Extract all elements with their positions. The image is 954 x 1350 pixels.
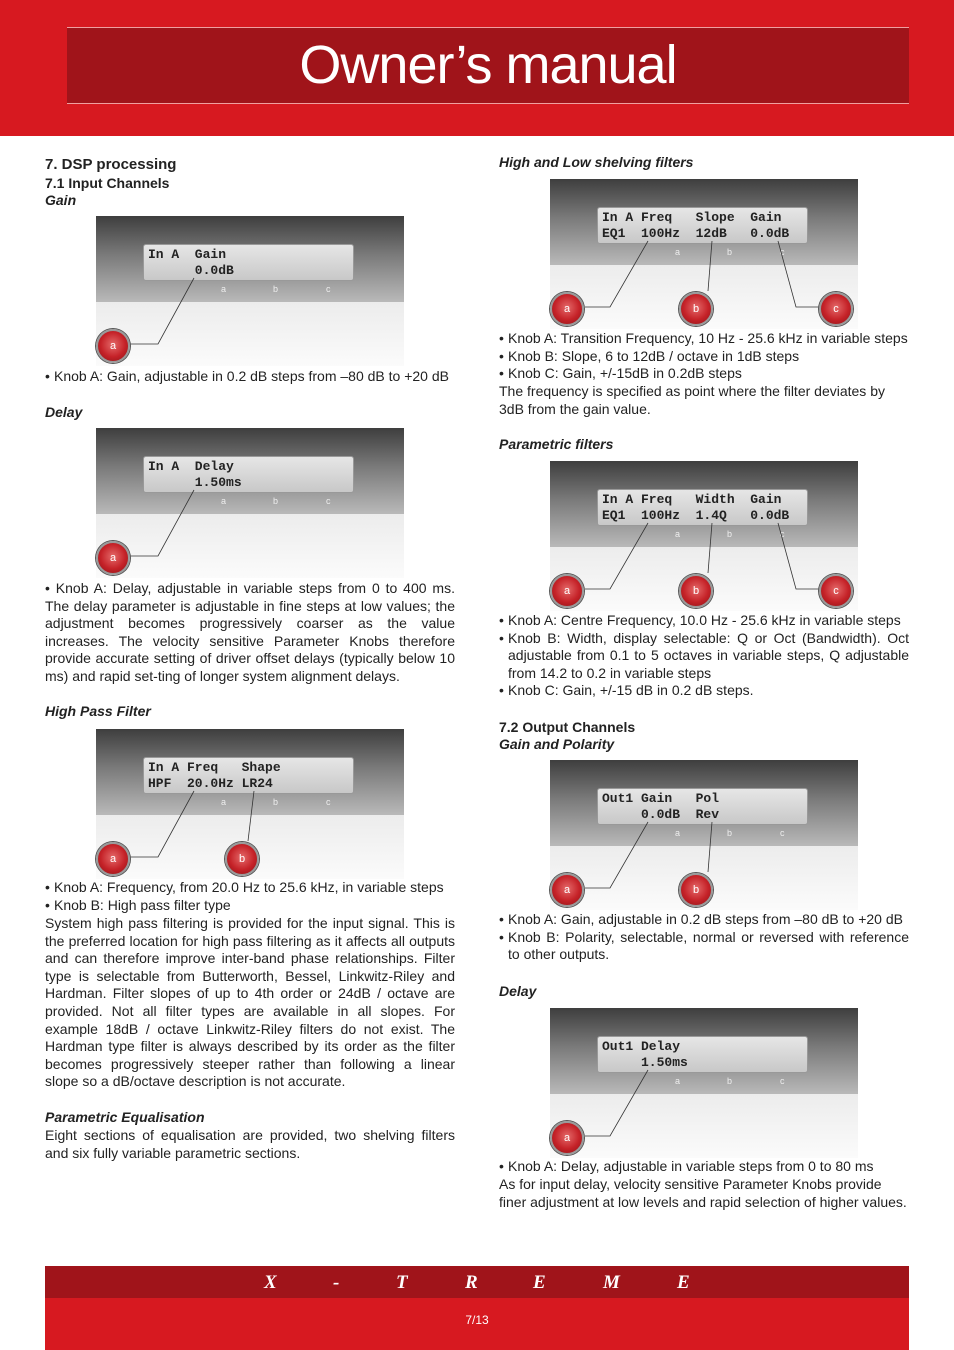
knob-a-icon: a bbox=[550, 1121, 584, 1155]
lcd-line-1: Out1 Gain Pol bbox=[602, 791, 720, 806]
knob-label-b: b bbox=[727, 529, 733, 539]
lcd-line-2: EQ1 100Hz 1.4Q 0.0dB bbox=[602, 508, 790, 523]
knob-label-c: c bbox=[326, 284, 331, 294]
list-item: • Knob A: Transition Frequency, 10 Hz - 25.6 kHz in variable steps bbox=[499, 330, 914, 348]
knob-a-icon: a bbox=[96, 329, 130, 363]
lcd-line-2: EQ1 100Hz 12dB 0.0dB bbox=[602, 226, 790, 241]
knob-label-a: a bbox=[675, 529, 681, 539]
lcd-line-1: In A Gain bbox=[148, 247, 227, 262]
lcd-figure-hpf bbox=[96, 729, 404, 879]
lcd-line-1: In A Delay bbox=[148, 459, 234, 474]
lcd-line-2: HPF 20.0Hz LR24 bbox=[148, 776, 273, 791]
knob-c-icon: c bbox=[819, 574, 853, 608]
out-delay-bullets bbox=[499, 1158, 914, 1176]
knob-a-icon: a bbox=[96, 541, 130, 575]
out-delay-heading: Delay bbox=[499, 983, 537, 999]
brand-letter: X bbox=[264, 1272, 277, 1293]
param-heading: Parametric filters bbox=[499, 436, 614, 452]
knob-label-c: c bbox=[780, 529, 785, 539]
param-bullets bbox=[499, 612, 909, 700]
lcd-line-2: 0.0dB Rev bbox=[602, 807, 720, 822]
knob-b-icon: b bbox=[679, 574, 713, 608]
brand-letter: R bbox=[465, 1272, 478, 1293]
knob-c-icon: c bbox=[819, 292, 853, 326]
knob-label-a: a bbox=[221, 284, 227, 294]
knob-label-b: b bbox=[273, 797, 279, 807]
knob-a-icon: a bbox=[550, 574, 584, 608]
list-item: • Knob B: Slope, 6 to 12dB / octave in 1dB steps bbox=[499, 348, 914, 366]
gain-heading: Gain bbox=[45, 192, 77, 208]
knob-a-icon: a bbox=[96, 842, 130, 876]
list-item: • Knob A: Gain, adjustable in 0.2 dB steps from –80 dB to +20 dB bbox=[45, 368, 465, 386]
callout-lines bbox=[550, 1008, 858, 1158]
lcd-figure-input-gain bbox=[96, 216, 404, 366]
lcd-line-2: 1.50ms bbox=[602, 1055, 688, 1070]
lcd-figure-output-delay bbox=[550, 1008, 858, 1158]
list-item: • Knob C: Gain, +/-15 dB in 0.2 dB steps. bbox=[499, 682, 909, 700]
shelf-bullets bbox=[499, 330, 914, 383]
lcd-line-1: In A Freq Slope Gain bbox=[602, 210, 782, 225]
page-title: Owner’s manual bbox=[299, 35, 677, 95]
delay-text: • Knob A: Delay, adjustable in variable steps from 0 to 400 ms. The delay parameter is adjustable in fine steps at low values; the adjustment becomes progressively coarser as the value increases. The velocity sensitive Parameter Knobs therefore provide accurate setting of driver offset delays (typically below 10 ms) and rapid set-ting of longer system alignment delays. bbox=[45, 580, 455, 684]
lcd-line-2: 0.0dB bbox=[148, 263, 234, 278]
hpf-heading: High Pass Filter bbox=[45, 703, 151, 719]
subsection-heading: 7.1 Input Channels bbox=[45, 175, 170, 191]
knob-b-icon: b bbox=[225, 842, 259, 876]
list-item: • Knob B: High pass filter type bbox=[45, 897, 465, 915]
knob-label-c: c bbox=[780, 1076, 785, 1086]
gain-bullets bbox=[45, 368, 465, 386]
out-gain-bullets bbox=[499, 911, 909, 964]
list-item: • Knob A: Frequency, from 20.0 Hz to 25.6 kHz, in variable steps bbox=[45, 879, 465, 897]
knob-a-icon: a bbox=[550, 292, 584, 326]
out-delay-text: As for input delay, velocity sensitive Parameter Knobs provide finer adjustment at low levels and rapid selection of higher values. bbox=[499, 1176, 907, 1210]
knob-label-b: b bbox=[727, 1076, 733, 1086]
list-item: • Knob A: Gain, adjustable in 0.2 dB steps from –80 dB to +20 dB bbox=[499, 911, 909, 929]
lcd-line-2: 1.50ms bbox=[148, 475, 242, 490]
brand-letter: E bbox=[533, 1272, 546, 1293]
knob-label-b: b bbox=[727, 828, 733, 838]
lcd-figure-shelf bbox=[550, 179, 858, 329]
hpf-text: System high pass filtering is provided for the input signal. This is the preferred location for high pass filtering as it affects all outputs and can therefore improve inter-band phase relationships. Filter type is selectable from Butterworth, Bessel, Linkwitz-Riley and Hardman. Filter slopes of up to 4th order or 24dB / octave are provided. Not all filter types are available in all slopes. For example 18dB / octave Linkwitz-Riley filters do not exist. The Hardman type filter is always described by its order as the filter becomes progressively steeper rather than following a linear slope so a dB/octave description is not accurate. bbox=[45, 915, 455, 1090]
callout-lines bbox=[96, 428, 404, 578]
knob-a-icon: a bbox=[550, 873, 584, 907]
list-item: • Knob A: Delay, adjustable in variable steps from 0 to 80 ms bbox=[499, 1158, 914, 1176]
knob-label-b: b bbox=[273, 284, 279, 294]
brand-letter: - bbox=[333, 1272, 340, 1293]
lcd-figure-output-gain bbox=[550, 760, 858, 910]
list-item: • Knob B: Polarity, selectable, normal or reversed with reference to other outputs. bbox=[499, 929, 909, 964]
brand-letter: E bbox=[677, 1272, 690, 1293]
title-box bbox=[67, 27, 909, 104]
list-item: • Knob B: Width, display selectable: Q or Oct (Bandwidth). Oct adjustable from 0.1 to 5 octaves in variable steps, Q adjustable from 14.2 to 0.2 in variable steps bbox=[499, 630, 909, 683]
section-heading: 7. DSP processing bbox=[45, 156, 177, 173]
output-subsection-heading: 7.2 Output Channels bbox=[499, 719, 636, 735]
peq-heading: Parametric Equalisation bbox=[45, 1109, 205, 1125]
knob-label-a: a bbox=[675, 1076, 681, 1086]
out-gain-heading: Gain and Polarity bbox=[499, 736, 615, 752]
knob-label-a: a bbox=[221, 797, 227, 807]
hpf-bullets bbox=[45, 879, 465, 914]
knob-label-a: a bbox=[675, 247, 681, 257]
knob-b-icon: b bbox=[679, 873, 713, 907]
delay-heading: Delay bbox=[45, 404, 83, 420]
knob-label-c: c bbox=[780, 247, 785, 257]
list-item: • Knob C: Gain, +/-15dB in 0.2dB steps bbox=[499, 365, 914, 383]
knob-label-b: b bbox=[727, 247, 733, 257]
page-number: 7/13 bbox=[465, 1313, 489, 1327]
lcd-line-1: In A Freq Shape bbox=[148, 760, 281, 775]
knob-label-c: c bbox=[326, 797, 331, 807]
shelf-heading: High and Low shelving filters bbox=[499, 154, 694, 170]
peq-text: Eight sections of equalisation are provided, two shelving filters and six fully variable parametric sections. bbox=[45, 1127, 455, 1161]
knob-b-icon: b bbox=[679, 292, 713, 326]
knob-label-a: a bbox=[221, 496, 227, 506]
knob-label-c: c bbox=[780, 828, 785, 838]
callout-lines bbox=[96, 216, 404, 366]
brand-letter: T bbox=[396, 1272, 408, 1293]
lcd-line-1: In A Freq Width Gain bbox=[602, 492, 782, 507]
lcd-figure-input-delay bbox=[96, 428, 404, 578]
knob-label-b: b bbox=[273, 496, 279, 506]
shelf-text: The frequency is specified as point where the filter deviates by 3dB from the gain value. bbox=[499, 383, 885, 417]
knob-label-a: a bbox=[675, 828, 681, 838]
brand-letter: M bbox=[603, 1272, 620, 1293]
knob-label-c: c bbox=[326, 496, 331, 506]
lcd-figure-parametric bbox=[550, 461, 858, 611]
lcd-line-1: Out1 Delay bbox=[602, 1039, 681, 1054]
list-item: • Knob A: Centre Frequency, 10.0 Hz - 25.6 kHz in variable steps bbox=[499, 612, 909, 630]
